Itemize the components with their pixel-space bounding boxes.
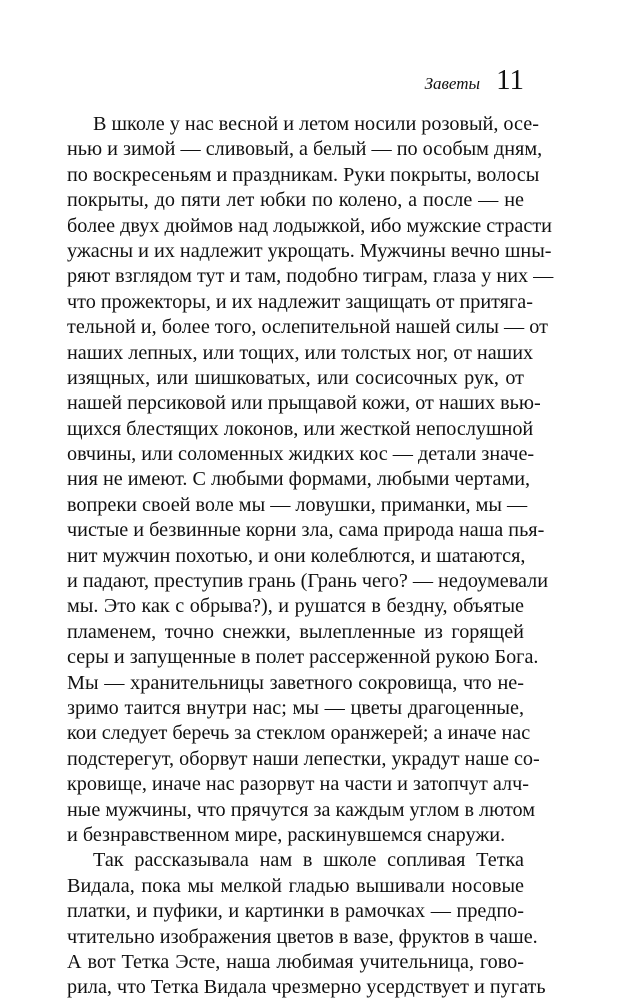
text-line: зримо таится внутри нас; мы — цветы драгоценные, [67,696,524,719]
text-line: более двух дюймов над лодыжкой, ибо мужские страсти [67,214,552,237]
text-line: мы. Это как с обрыва?), и рушатся в бездну, объятые [67,595,524,618]
running-head [425,66,524,95]
paragraph-1 [67,112,554,848]
text-line: В школе у нас весной и летом носили розовый, осе- [93,113,539,135]
text-line: платки, и пуфики, и картинки в рамочках — предпо- [67,900,524,923]
text-line: нью и зимой — сливовый, а белый — по особым дням, [67,138,543,161]
text-line: что прожекторы, и их надлежит защищать от притяга- [67,290,533,313]
text-line: овчины, или соломенных жидких кос — детали значе- [67,443,535,466]
text-line: вопреки своей воле мы — ловушки, приманки, мы — [67,493,528,516]
text-line: нашей персиковой или прыщавой кожи, от наших вью- [67,392,541,415]
text-line: А вот Тетка Эсте, наша любимая учительница, гово- [67,950,524,973]
text-line: покрыты, до пяти лет юбки по колено, а после — не [67,189,524,212]
text-line: и безнравственном мире, раскинувшемся снаружи. [67,823,506,846]
text-line: ния не имеют. С любыми формами, любыми чертами, [67,468,531,491]
paragraph-2 [67,848,546,1000]
text-line: чтительно изображения цветов в вазе, фруктов в чаше. [67,925,538,948]
text-line: Видала, пока мы мелкой гладью вышивали носовые [67,874,524,897]
text-line: рила, что Тетка Видала чрезмерно усердствует и пугать [67,976,546,999]
text-line: чистые и безвинные корни зла, сама природа наша пья- [67,519,545,542]
text-line: Так рассказывала нам в школе сопливая Тетка [93,849,524,872]
text-line: Мы — хранительницы заветного сокровища, что не- [67,671,524,694]
text-line: наших лепных, или тощих, или толстых ног, от наших [67,341,534,364]
page-number: 11 [496,64,524,96]
text-line: по воскресеньям и праздникам. Руки покрыты, волосы [67,163,540,186]
text-line: щихся блестящих локонов, или жесткой непослушной [67,417,534,440]
running-title: Заветы [424,74,481,93]
text-line: нит мужчин похотью, и они колеблются, и шатаются, [67,544,526,567]
text-line: подстерегут, оборвут наши лепестки, украдут наше со- [67,747,540,770]
body-text [67,112,554,1001]
text-line: ные мужчины, что прячутся за каждым углом в лютом [67,798,535,821]
text-line: ряют взглядом тут и там, подобно тиграм, глаза у них — [67,265,554,288]
text-line: изящных, или шишковатых, или сосисочных рук, от [67,366,524,389]
text-line: пламенем, точно снежки, вылепленные из горящей [67,620,524,643]
text-line: тельной и, более того, ослепительной нашей силы — от [67,316,548,339]
text-line: кровище, иначе нас разорвут на части и затопчут алч- [67,773,529,796]
text-line: кои следует беречь за стеклом оранжерей; а иначе нас [67,722,531,745]
text-line: ужасны и их надлежит укрощать. Мужчины вечно шны- [67,239,552,262]
text-line: и падают, преступив грань (Грань чего? — недоумевали [67,570,548,593]
text-line: серы и запущенные в полет рассерженной рукою Бога. [67,646,539,669]
